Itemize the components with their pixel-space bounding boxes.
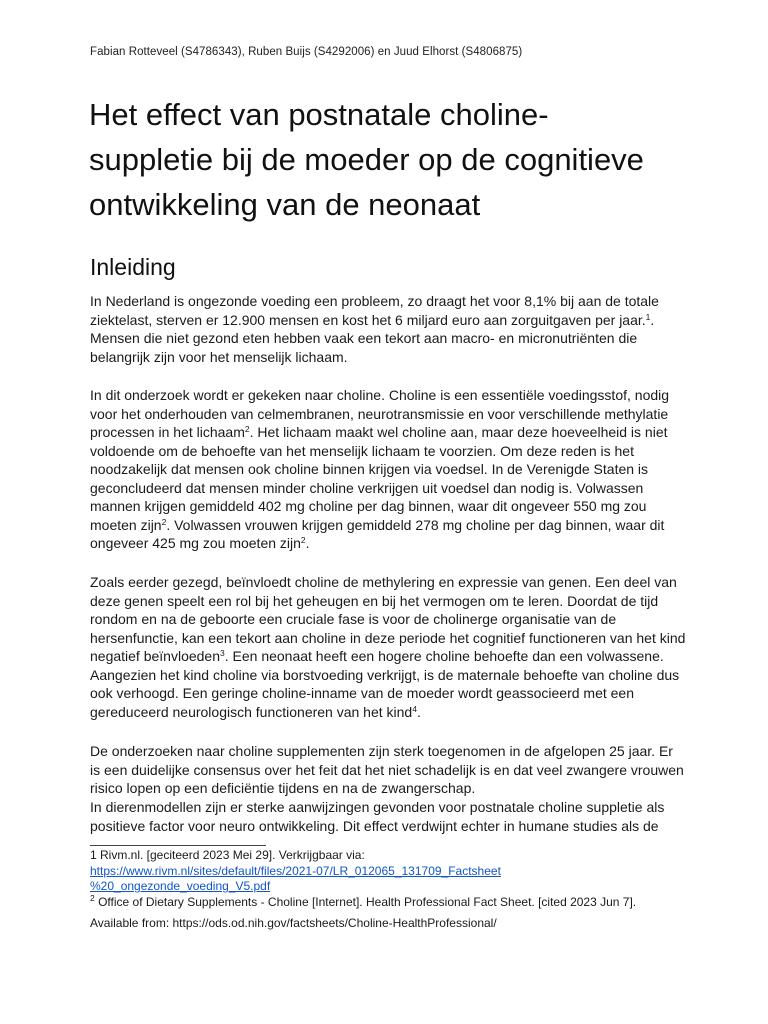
text-line: rondom en na de geboorte een cruciale fase is voor de cholinerge organisatie van de <box>90 611 617 627</box>
footnote-ref[interactable]: 2 <box>161 516 167 527</box>
text-run: negatief beïnvloeden <box>90 648 220 664</box>
text-run: . <box>650 311 655 328</box>
footnotes <box>90 848 710 910</box>
footnote-ref[interactable]: 1 <box>645 311 651 322</box>
title-line-2: suppletie bij de moeder op de cognitieve <box>89 142 644 177</box>
paragraph-1 <box>90 292 690 366</box>
text-line <box>90 534 690 553</box>
footnote-ref[interactable]: 2 <box>244 424 250 434</box>
text-run: ziektelast, sterven er 12.900 mensen en kost het 6 miljard euro aan zorguitgaven per jaar. <box>90 311 646 328</box>
text-line <box>90 647 690 666</box>
text-run: . Een neonaat heeft een hogere choline behoefte dan een volwassene. <box>224 648 664 664</box>
section-heading: Inleiding <box>90 254 176 280</box>
text-line: noodzakelijk dat mensen ook choline binnen krijgen via voedsel. In de Verenigde Staten is <box>90 461 649 477</box>
footnote-ref[interactable]: 3 <box>220 648 225 658</box>
page-title <box>89 92 729 227</box>
text-line: Zoals eerder gezegd, beïnvloedt choline de methylering en expressie van genen. Een deel van <box>90 574 677 590</box>
paragraph-3 <box>90 573 690 721</box>
text-line: ook verhoogd. Een geringe choline-inname van de moeder wordt geassocieerd met een <box>90 685 635 701</box>
paragraph-2 <box>90 386 690 553</box>
footnote-1-link-line-1[interactable]: https://www.rivm.nl/sites/default/files/2021-07/LR_012065_131709_Factsheet <box>90 863 501 878</box>
paragraph-5 <box>90 798 690 835</box>
text-line: belangrijk zijn voor het menselijk lichaam. <box>90 348 348 365</box>
title-line-3: ontwikkeling van de neonaat <box>89 187 481 222</box>
text-line <box>90 516 690 535</box>
text-run: moeten zijn <box>90 516 162 533</box>
footnote-2-marker: 2 <box>90 892 95 903</box>
text-line: positieve factor voor neuro ontwikkeling. Dit effect verdwijnt echter in humane studies als de <box>90 817 659 834</box>
text-line: In dierenmodellen zijn er sterke aanwijzingen gevonden voor postnatale choline suppletie als <box>90 799 665 815</box>
text-line <box>90 311 690 330</box>
text-line: Aangezien het kind choline via borstvoeding verkrijgt, is de maternale behoefte van choline dus <box>90 666 680 683</box>
text-line: voldoende om de behoefte van het menselijk lichaam te voorzien. Om deze reden is het <box>90 442 634 459</box>
footnote-ref[interactable]: 4 <box>412 703 417 714</box>
text-line: deze genen speelt een rol bij het geheugen en bij het vermogen om te leren. Doordat de tijd <box>90 592 659 609</box>
text-run: . Volwassen vrouwen krijgen gemiddeld 278 mg choline per dag binnen, waar dit <box>166 516 665 533</box>
footnote-1-link-line-2[interactable]: %20_ongezonde_voeding_V5.pdf <box>90 879 271 894</box>
text-run: . <box>305 535 310 551</box>
text-line: In Nederland is ongezonde voeding een probleem, zo draagt het voor 8,1% bij aan de totale <box>90 293 659 309</box>
text-line: De onderzoeken naar choline supplementen zijn sterk toegenomen in de afgelopen 25 jaar. Er <box>90 743 673 759</box>
text-line: geconcludeerd dat mensen minder choline verkrijgen uit voedsel dan nodig is. Volwassen <box>90 479 644 496</box>
title-line-1: Het effect van postnatale choline- <box>89 97 549 132</box>
text-line <box>90 703 690 722</box>
text-run: processen in het lichaam <box>90 424 245 440</box>
text-line: Mensen die niet gezond eten hebben vaak een tekort aan macro- en micronutriënten die <box>90 330 638 346</box>
text-line <box>90 423 690 442</box>
text-line: risico lopen op een deficiëntie tijdens en na de zwangerschap. <box>90 780 476 796</box>
footnote-1-text: 1 Rivm.nl. [geciteerd 2023 Mei 29]. Verkrijgbaar via: <box>90 848 365 862</box>
paragraph-4 <box>90 742 690 798</box>
text-line: is een duidelijke consensus over het feit dat het niet schadelijk is en dat veel zwangere vrouwen <box>90 761 684 778</box>
footnote-ref[interactable]: 2 <box>300 535 306 545</box>
text-run: gereduceerd neurologisch functioneren van het kind <box>90 703 413 720</box>
text-line: In dit onderzoek wordt er gekeken naar choline. Choline is een essentiële voedingsstof, nodig <box>90 387 670 403</box>
text-line: hersenfunctie, kan een tekort aan choline in deze periode het cognitief functioneren van het kind <box>90 629 686 646</box>
text-line: mannen krijgen gemiddeld 402 mg choline per dag binnen, waar dit ongeveer 550 mg zou <box>90 498 647 514</box>
text-line: voor het onderhouden van celmembranen, neurotransmissie en voor verschillende methylatie <box>90 405 669 422</box>
text-run: ongeveer 425 mg zou moeten zijn <box>90 535 301 551</box>
authors-line: Fabian Rotteveel (S4786343), Ruben Buijs (S4292006) en Juud Elhorst (S4806875) <box>90 46 523 58</box>
footnote-divider <box>90 845 266 846</box>
footnote-2-available: Available from: https://ods.od.nih.gov/factsheets/Choline-HealthProfessional/ <box>90 916 497 930</box>
text-run: . Het lichaam maakt wel choline aan, maar deze hoeveelheid is niet <box>249 424 668 440</box>
footnote-2-text: Office of Dietary Supplements - Choline [Internet]. Health Professional Fact Sheet. [cited 2023 Jun 7]. <box>94 894 637 909</box>
text-run: . <box>416 703 421 720</box>
footnote-2 <box>90 892 710 911</box>
